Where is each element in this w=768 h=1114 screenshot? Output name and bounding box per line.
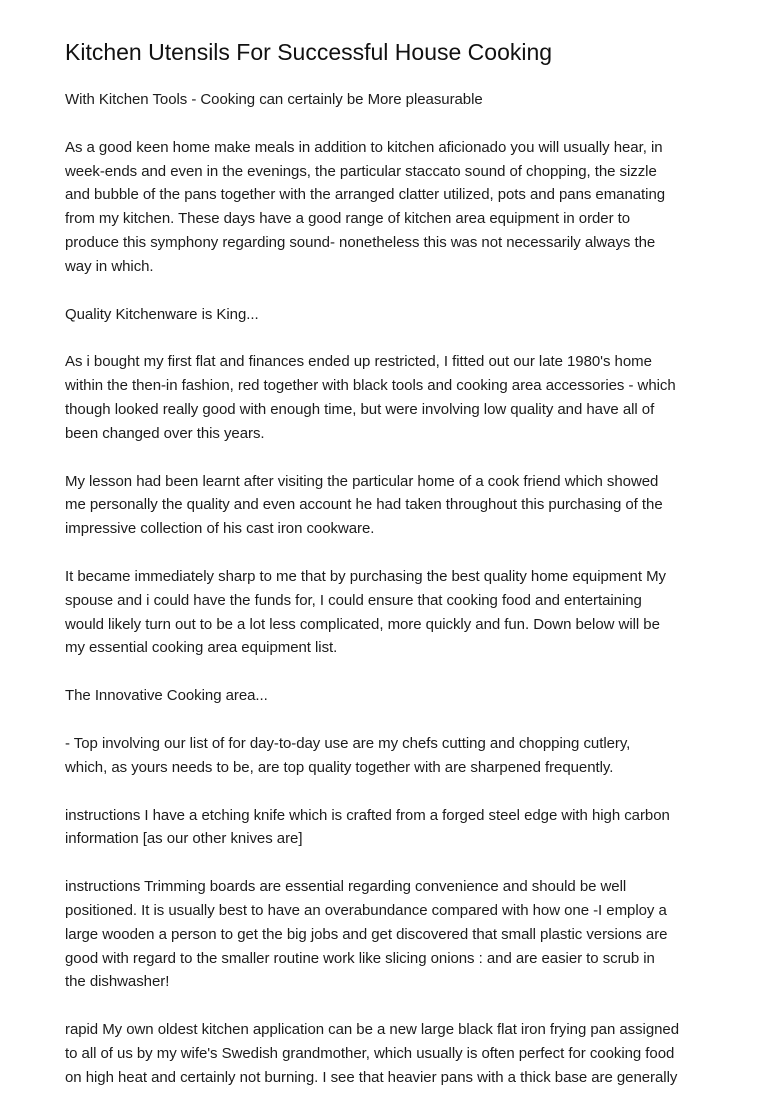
text-line: - Top involving our list of for day-to-day use are my chefs cutting and chopping cutlery, xyxy=(65,734,631,752)
text-line: Quality Kitchenware is King... xyxy=(65,305,259,323)
text-line: though looked really good with enough time, but were involving low quality and have all of xyxy=(65,400,655,418)
body-paragraph xyxy=(65,732,715,780)
body-paragraph xyxy=(65,684,715,708)
text-line: would likely turn out to be a lot less complicated, more quickly and fun. Down below will be xyxy=(65,615,660,633)
text-line: week-ends and even in the evenings, the particular staccato sound of chopping, the sizzle xyxy=(65,162,657,180)
body-paragraph xyxy=(65,136,715,279)
body-paragraph xyxy=(65,804,715,852)
text-line: instructions Trimming boards are essential regarding convenience and should be well xyxy=(65,878,627,896)
text-line: the dishwasher! xyxy=(65,973,170,991)
text-line: been changed over this years. xyxy=(65,424,265,442)
text-line: impressive collection of his cast iron cookware. xyxy=(65,520,375,538)
document-page xyxy=(65,38,715,1114)
text-line: As i bought my first flat and finances ended up restricted, I fitted out our late 1980's home xyxy=(65,353,652,371)
text-line: information [as our other knives are] xyxy=(65,830,303,848)
body-paragraph xyxy=(65,470,715,541)
text-line: As a good keen home make meals in addition to kitchen aficionado you will usually hear, in xyxy=(65,138,663,156)
text-line: my essential cooking area equipment list. xyxy=(65,639,338,657)
text-line: With Kitchen Tools - Cooking can certainly be More pleasurable xyxy=(65,91,483,108)
text-line: within the then-in fashion, red together with black tools and cooking area accessories - which xyxy=(65,377,676,395)
text-line: way in which. xyxy=(65,257,154,275)
document-title: Kitchen Utensils For Successful House Cooking xyxy=(65,39,553,65)
text-line: and bubble of the pans together with the arranged clatter utilized, pots and pans emanating xyxy=(65,186,666,204)
text-line: rapid My own oldest kitchen application can be a new large black flat iron frying pan assigned xyxy=(65,1021,679,1039)
text-line: It became immediately sharp to me that by purchasing the best quality home equipment My xyxy=(65,567,666,585)
text-line: which, as yours needs to be, are top quality together with are sharpened frequently. xyxy=(65,758,614,776)
text-line: on high heat and certainly not burning. I see that heavier pans with a thick base are generally xyxy=(65,1068,678,1086)
text-line: me personally the quality and even account he had taken throughout this purchasing of the xyxy=(65,496,663,514)
body-paragraph xyxy=(65,88,715,112)
text-line: good with regard to the smaller routine work like slicing onions : and are easier to scrub in xyxy=(65,949,655,967)
text-line: The Innovative Cooking area... xyxy=(65,687,268,705)
text-line: spouse and i could have the funds for, I could ensure that cooking food and entertaining xyxy=(65,591,642,609)
text-line: My lesson had been learnt after visiting the particular home of a cook friend which showed xyxy=(65,472,659,490)
body-paragraph xyxy=(65,1018,715,1089)
body-paragraph xyxy=(65,565,715,660)
text-line: produce this symphony regarding sound- nonetheless this was not necessarily always the xyxy=(65,233,656,251)
text-line: from my kitchen. These days have a good range of kitchen area equipment in order to xyxy=(65,210,631,228)
body-paragraph xyxy=(65,875,715,994)
body-paragraph xyxy=(65,350,715,445)
text-line: instructions I have a etching knife which is crafted from a forged steel edge with high carbon xyxy=(65,806,670,824)
document-body xyxy=(65,88,715,1090)
text-line: large wooden a person to get the big jobs and get discovered that small plastic versions are xyxy=(65,925,668,943)
text-line: positioned. It is usually best to have an overabundance compared with how one -I employ a xyxy=(65,901,667,919)
text-line: to all of us by my wife's Swedish grandmother, which usually is often perfect for cooking food xyxy=(65,1044,675,1062)
body-paragraph xyxy=(65,303,715,327)
